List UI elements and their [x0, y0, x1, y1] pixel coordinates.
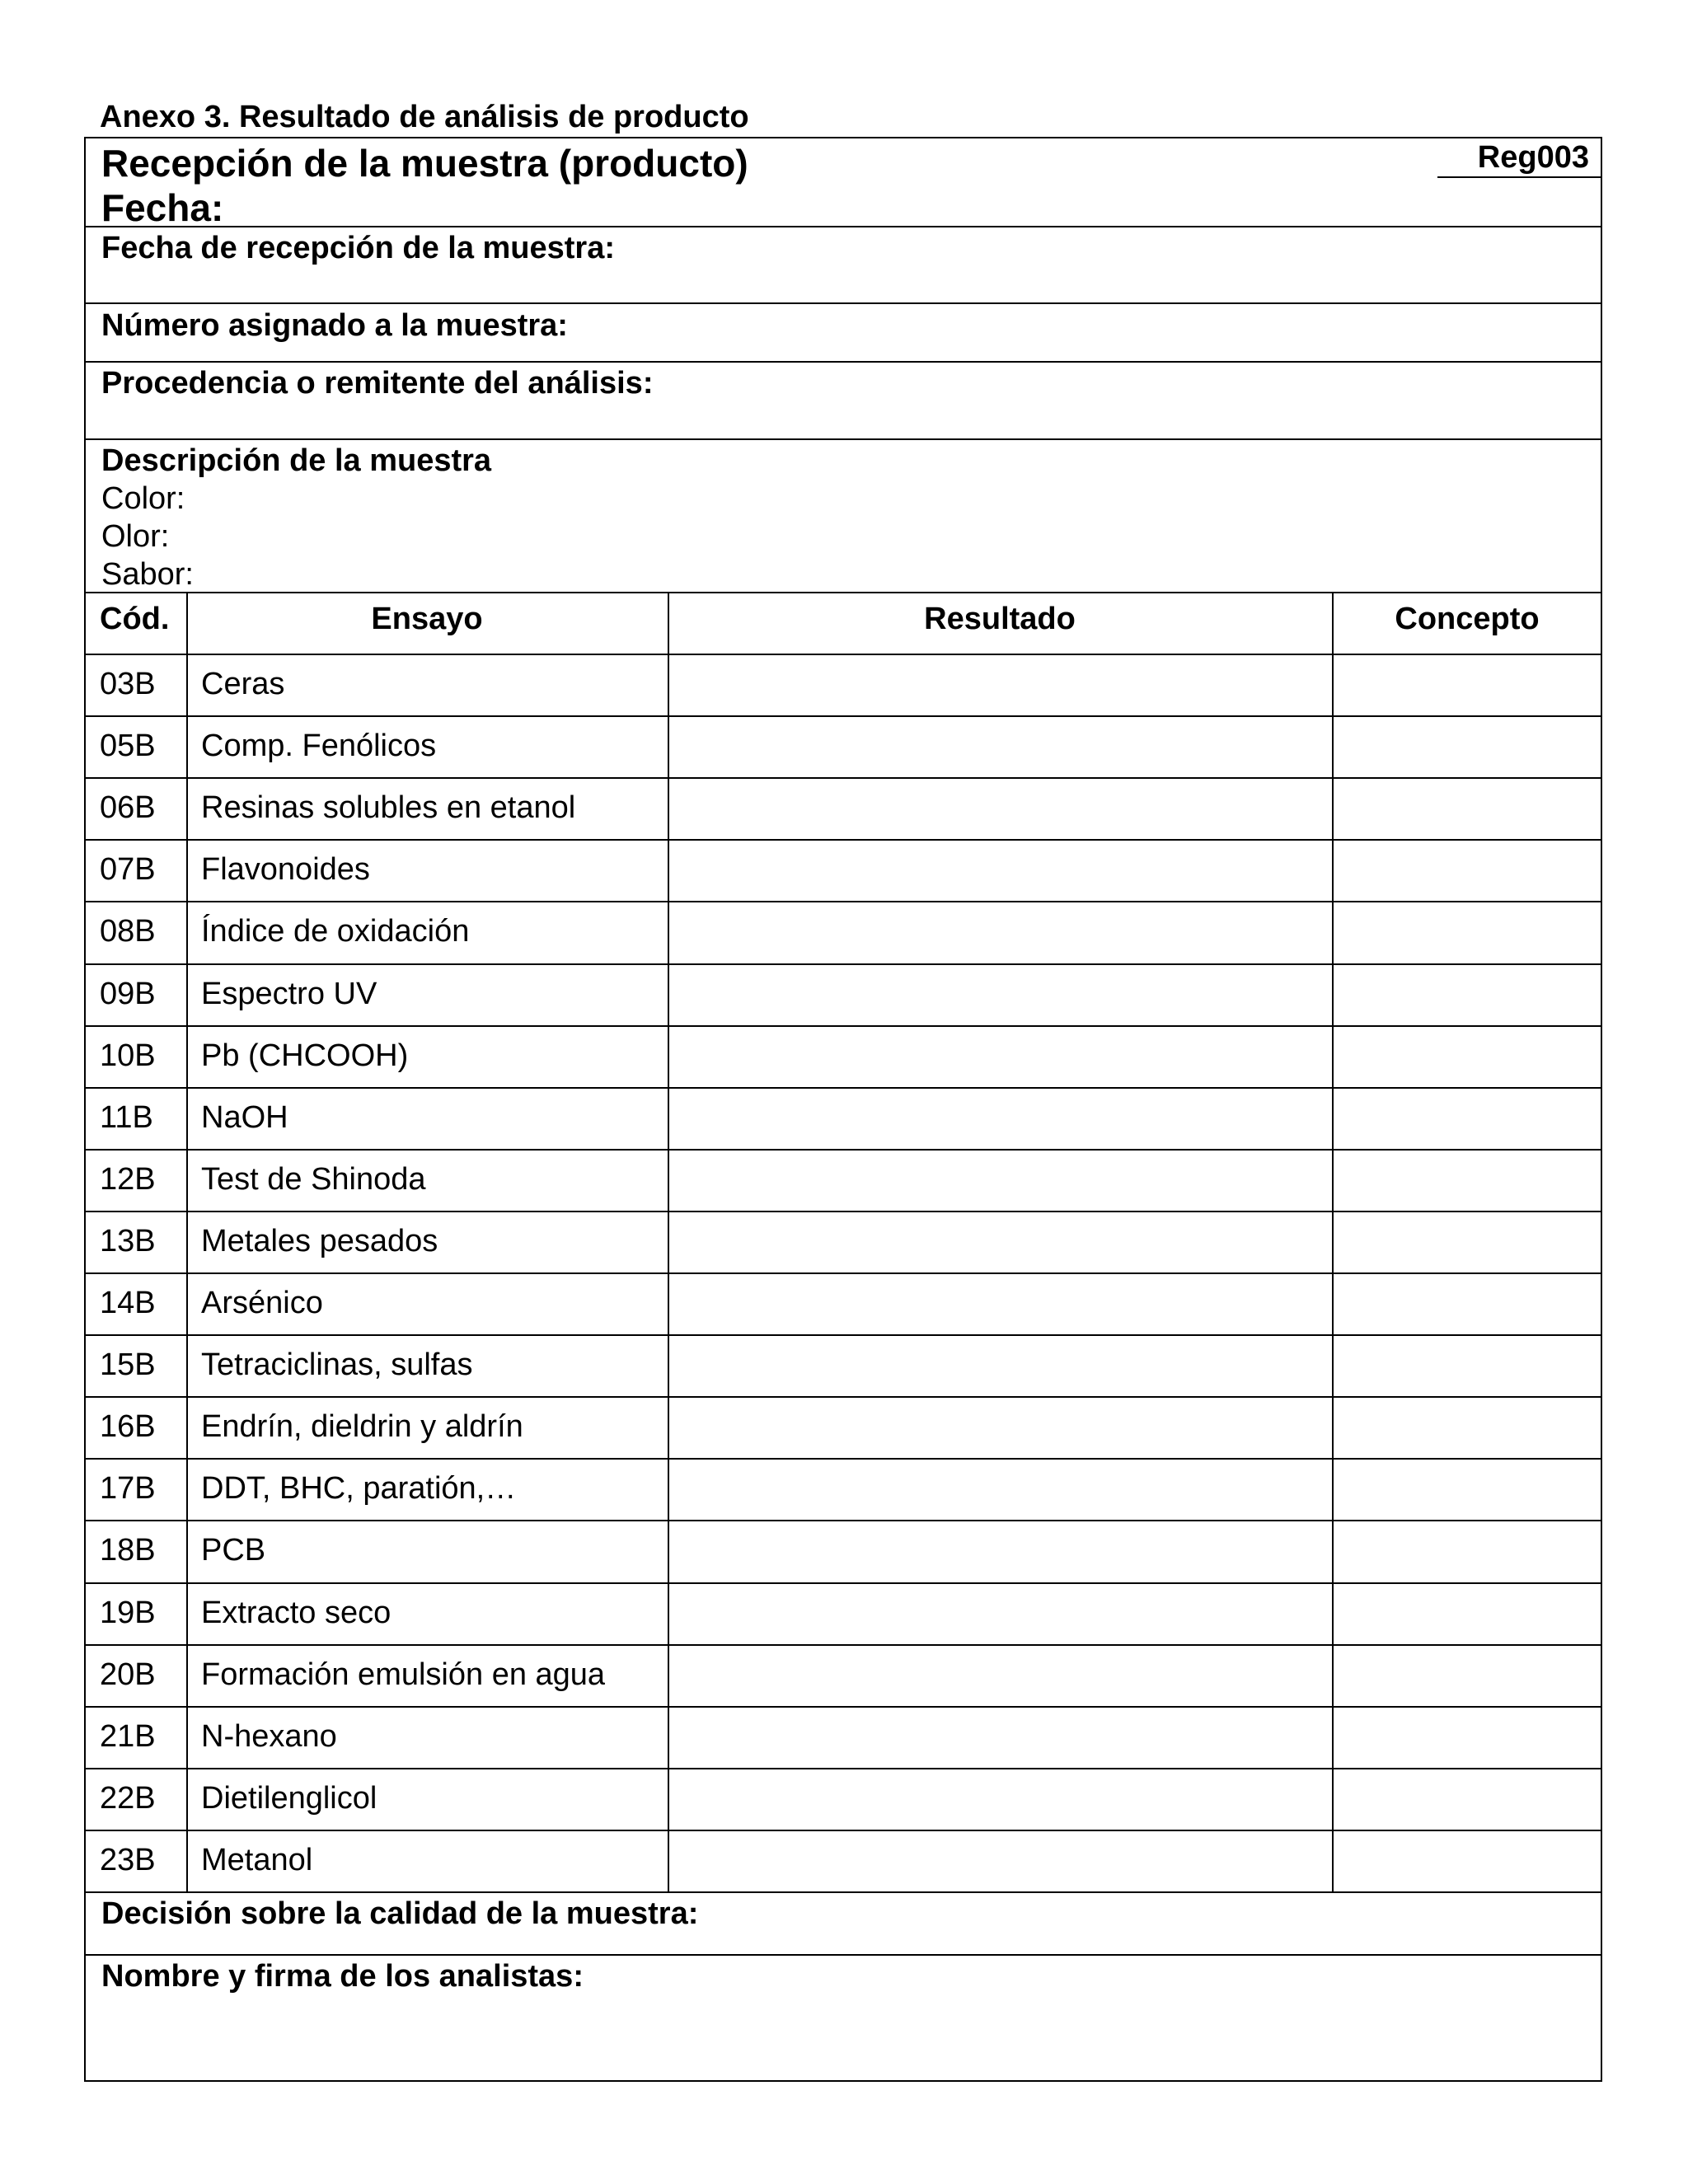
divider: [86, 361, 1601, 363]
form-title: Recepción de la muestra (producto): [101, 142, 748, 185]
row-code: 17B: [100, 1471, 156, 1507]
row-code: 09B: [100, 976, 156, 1011]
odor-label: Olor:: [101, 519, 170, 554]
concept-cell[interactable]: [1334, 1646, 1601, 1704]
row-test-name: Ceras: [201, 667, 285, 701]
taste-label: Sabor:: [101, 557, 194, 592]
row-test-name: Espectro UV: [201, 976, 377, 1011]
concept-cell[interactable]: [1334, 1212, 1601, 1271]
row-code: 20B: [100, 1657, 156, 1692]
result-cell[interactable]: [669, 1398, 1330, 1456]
row-code: 03B: [100, 667, 156, 701]
row-test-name: Metales pesados: [201, 1223, 438, 1258]
row-test-name: Formación emulsión en agua: [201, 1657, 606, 1692]
concept-cell[interactable]: [1334, 1769, 1601, 1828]
result-cell[interactable]: [669, 717, 1330, 776]
reception-date-label: Fecha de recepción de la muestra:: [101, 231, 616, 265]
row-test-name: Tetraciclinas, sulfas: [201, 1347, 473, 1383]
concept-cell[interactable]: [1334, 717, 1601, 776]
result-cell[interactable]: [669, 1151, 1330, 1209]
row-test-name: NaOH: [201, 1099, 288, 1135]
row-test-name: Resinas solubles en etanol: [201, 790, 576, 826]
result-cell[interactable]: [669, 1336, 1330, 1394]
concept-cell[interactable]: [1334, 1460, 1601, 1518]
result-cell[interactable]: [669, 655, 1330, 714]
result-cell[interactable]: [669, 779, 1330, 837]
result-cell[interactable]: [669, 1769, 1330, 1828]
row-test-name: DDT, BHC, paratión,…: [201, 1471, 517, 1507]
row-test-name: Índice de oxidación: [201, 914, 470, 949]
result-cell[interactable]: [669, 1584, 1330, 1643]
row-test-name: PCB: [201, 1533, 266, 1568]
quality-decision-label: Decisión sobre la calidad de la muestra:: [101, 1896, 699, 1931]
concept-cell[interactable]: [1334, 1336, 1601, 1394]
concept-cell[interactable]: [1334, 1151, 1601, 1209]
row-code: 10B: [100, 1038, 156, 1073]
concept-cell[interactable]: [1334, 1831, 1601, 1890]
result-cell[interactable]: [669, 1831, 1330, 1890]
result-cell[interactable]: [669, 1708, 1330, 1766]
row-code: 19B: [100, 1595, 156, 1630]
row-code: 08B: [100, 914, 156, 949]
sample-number-label: Número asignado a la muestra:: [101, 308, 568, 343]
row-test-name: Pb (CHCOOH): [201, 1038, 409, 1073]
color-label: Color:: [101, 481, 185, 516]
result-cell[interactable]: [669, 1274, 1330, 1333]
row-code: 06B: [100, 790, 156, 826]
concept-cell[interactable]: [1334, 965, 1601, 1024]
column-divider: [186, 592, 188, 1891]
result-cell[interactable]: [669, 841, 1330, 899]
result-cell[interactable]: [669, 1089, 1330, 1147]
row-code: 14B: [100, 1286, 156, 1320]
col-header-test: Ensayo: [371, 602, 483, 636]
description-title: Descripción de la muestra: [101, 443, 492, 478]
row-code: 16B: [100, 1409, 156, 1445]
divider: [86, 302, 1601, 304]
row-test-name: Metanol: [201, 1842, 313, 1877]
register-code: Reg003: [1437, 138, 1602, 178]
concept-cell[interactable]: [1334, 1027, 1601, 1085]
origin-label: Procedencia o remitente del análisis:: [101, 366, 654, 401]
concept-cell[interactable]: [1334, 655, 1601, 714]
row-code: 05B: [100, 729, 156, 764]
concept-cell[interactable]: [1334, 1708, 1601, 1766]
annex-title: Anexo 3. Resultado de análisis de producto: [100, 100, 749, 134]
concept-cell[interactable]: [1334, 841, 1601, 899]
row-test-name: Dietilenglicol: [201, 1780, 377, 1816]
concept-cell[interactable]: [1334, 1584, 1601, 1643]
concept-cell[interactable]: [1334, 1398, 1601, 1456]
result-cell[interactable]: [669, 902, 1330, 961]
row-test-name: Comp. Fenólicos: [201, 729, 437, 764]
row-test-name: Flavonoides: [201, 852, 370, 888]
analysts-signature-label: Nombre y firma de los analistas:: [101, 1959, 584, 1994]
concept-cell[interactable]: [1334, 1521, 1601, 1580]
row-code: 22B: [100, 1780, 156, 1816]
row-code: 07B: [100, 852, 156, 888]
result-cell[interactable]: [669, 1646, 1330, 1704]
row-test-name: N-hexano: [201, 1718, 337, 1754]
row-test-name: Test de Shinoda: [201, 1161, 426, 1197]
divider: [86, 1891, 1601, 1893]
col-header-result: Resultado: [924, 602, 1076, 636]
col-header-concept: Concepto: [1395, 602, 1540, 636]
row-test-name: Extracto seco: [201, 1595, 392, 1630]
row-code: 15B: [100, 1347, 156, 1383]
row-test-name: Arsénico: [201, 1286, 323, 1320]
concept-cell[interactable]: [1334, 1274, 1601, 1333]
result-cell[interactable]: [669, 1460, 1330, 1518]
result-cell[interactable]: [669, 1212, 1330, 1271]
row-code: 21B: [100, 1718, 156, 1754]
analysis-form: [84, 137, 1602, 2082]
row-code: 23B: [100, 1842, 156, 1877]
concept-cell[interactable]: [1334, 779, 1601, 837]
row-test-name: Endrín, dieldrin y aldrín: [201, 1409, 523, 1445]
table-top-border: [86, 592, 1601, 593]
date-label: Fecha:: [101, 186, 224, 229]
result-cell[interactable]: [669, 1521, 1330, 1580]
divider: [86, 1954, 1601, 1956]
row-code: 11B: [100, 1099, 153, 1135]
divider: [86, 226, 1601, 227]
result-cell[interactable]: [669, 1027, 1330, 1085]
divider: [86, 438, 1601, 440]
row-code: 18B: [100, 1533, 156, 1568]
concept-cell[interactable]: [1334, 1089, 1601, 1147]
col-header-code: Cód.: [100, 602, 170, 636]
row-code: 12B: [100, 1161, 156, 1197]
result-cell[interactable]: [669, 965, 1330, 1024]
concept-cell[interactable]: [1334, 902, 1601, 961]
row-code: 13B: [100, 1223, 156, 1258]
